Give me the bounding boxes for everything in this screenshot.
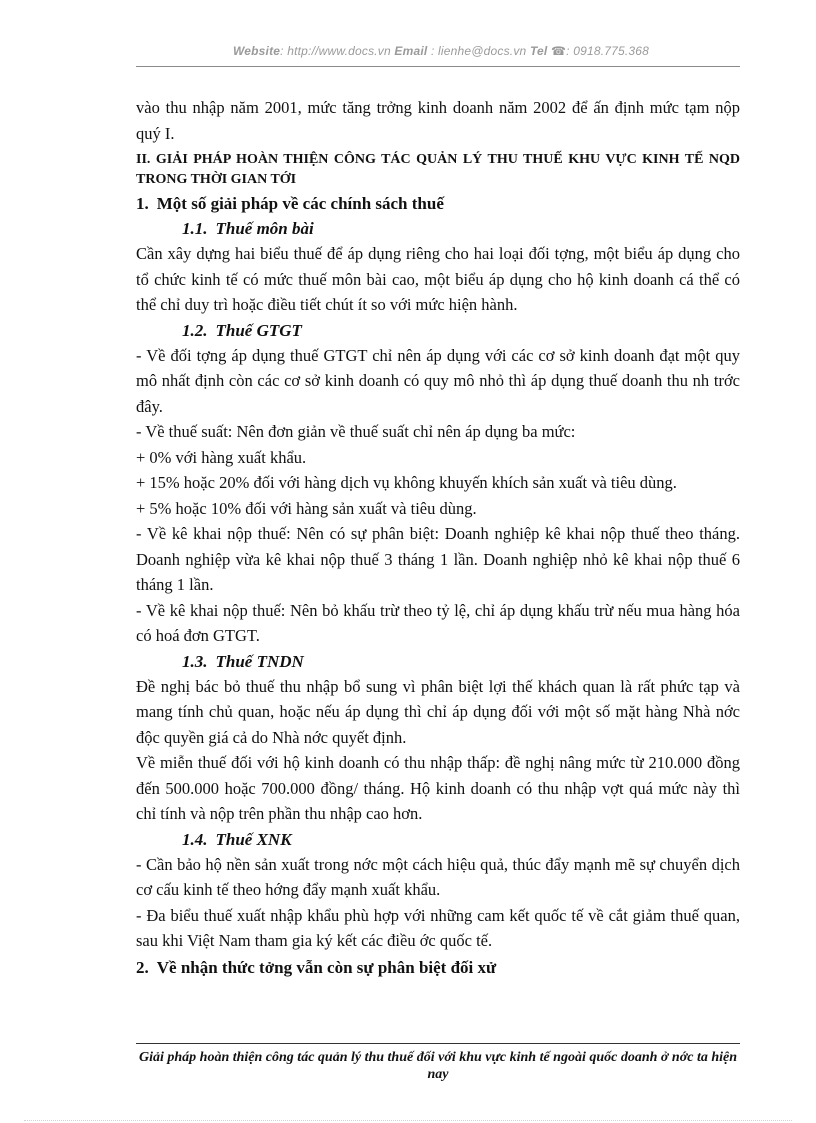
section-heading: II. GIẢI PHÁP HOÀN THIỆN CÔNG TÁC QUẢN LÝ THU THUẾ KHU VỰC KINH TẾ NQD TRONG THỜI GIAN TỚI [136,152,740,187]
subheading-1-2 [136,318,740,343]
website-url[interactable]: : http://www.docs.vn [280,44,395,58]
paragraph-1-2-c: + 0% với hàng xuất khẩu. [136,447,307,467]
subheading-1-4-number: 1.4. [182,829,208,849]
website-label: Website [232,44,281,58]
subheading-1-4 [136,827,740,852]
paragraph-intro: vào thu nhập năm 2001, mức tăng trởng kinh doanh năm 2002 để ấn định mức tạm nộp quý I. [136,98,740,143]
tel-label: Tel [529,44,548,58]
paragraph-1-2-a: - Về đối tợng áp dụng thuế GTGT chỉ nên áp dụng với các cơ sở kinh doanh đạt một quy mô nhất định còn các cơ sở kinh doanh có quy mô nhỏ thì áp dụng thuế doanh thu nh trớc đây. [136,345,740,416]
subheading-1-2-number: 1.2. [182,320,208,340]
page-header [140,44,742,58]
subheading-1-3-number: 1.3. [182,651,208,671]
subheading-1-3-title: Thuế TNDN [215,651,304,671]
paragraph-1-2-f: - Về kê khai nộp thuế: Nên có sự phân biệt: Doanh nghiệp kê khai nộp thuế theo tháng. Doanh nghiệp vừa kê khai nộp thuế 3 tháng 1 lần. Doanh nghiệp nhỏ kê khai nộp thuế 6 tháng 1 lần. [136,524,740,594]
page-footer: Giải pháp hoàn thiện công tác quản lý thu thuế đối với khu vực kinh tế ngoài quốc doanh ở nớc ta hiện nay [138,1050,738,1082]
heading-1-title: Một số giải pháp về các chính sách thuế [156,194,444,213]
paragraph-1-1: Cần xây dựng hai biểu thuế để áp dụng riêng cho hai loại đối tợng, một biểu áp dụng cho tổ chức kinh tế có mức thuế môn bài cao, một biểu áp dụng cho hộ kinh doanh cá thể có thể chỉ duy trì hoặc điều tiết chút ít so với mức hiện hành. [136,244,740,314]
header-divider [136,66,740,67]
paragraph-1-3-b: Về miễn thuế đối với hộ kinh doanh có thu nhập thấp: đề nghị nâng mức từ 210.000 đồng đến 500.000 hoặc 700.000 đồng/ tháng. Hộ kinh doanh có thu nhập vợt quá mức này thì chỉ tính và nộp trên phần thu nhập cao hơn. [136,753,740,823]
heading-1 [136,192,740,216]
email-label: Email [394,44,428,58]
email-address[interactable]: : lienhe@docs.vn [427,44,530,58]
paragraph-1-2-d: + 15% hoặc 20% đối với hàng dịch vụ không khuyến khích sản xuất và tiêu dùng. [136,473,677,492]
subheading-1-2-title: Thuế GTGT [215,320,302,340]
subheading-1-1-number: 1.1. [182,219,208,238]
subheading-1-3 [136,649,740,674]
subheading-1-1-title: Thuế môn bài [215,219,314,238]
tel-number: ☎: 0918.775.368 [547,44,650,58]
paragraph-1-4-b: - Đa biểu thuế xuất nhập khẩu phù hợp với những cam kết quốc tế về cắt giảm thuế quan, sau khi Việt Nam tham gia ký kết các điều ớc quốc tế. [136,905,740,950]
heading-2-number: 2. [136,957,149,977]
subheading-1-4-title: Thuế XNK [215,829,292,849]
heading-2-title: Về nhận thức tởng vẫn còn sự phân biệt đối xử [156,957,497,977]
heading-1-number: 1. [136,194,149,213]
footer-divider [136,1043,740,1044]
paragraph-1-2-b: - Về thuế suất: Nên đơn giản về thuế suất chỉ nên áp dụng ba mức: [136,422,576,441]
heading-2 [136,956,740,980]
paragraph-1-2-g: - Về kê khai nộp thuế: Nên bỏ khấu trừ theo tỷ lệ, chỉ áp dụng khấu trừ nếu mua hàng hóa có hoá đơn GTGT. [136,600,740,645]
document-body [136,95,740,980]
paragraph-1-3-a: Đề nghị bác bỏ thuế thu nhập bổ sung vì phân biệt lợi thế khách quan là rất phức tạp và mang tính chủ quan, hoặc nếu áp dụng thì chỉ áp dụng đối với một số mặt hàng Nhà nớc độc quyền giá cả do Nhà nớc quyết định. [136,676,740,747]
paragraph-1-4-a: - Cần bảo hộ nền sản xuất trong nớc một cách hiệu quả, thúc đẩy mạnh mẽ sự chuyển dịch cơ cấu kinh tế theo hớng đẩy mạnh xuất khẩu. [136,854,740,899]
paragraph-1-2-e: + 5% hoặc 10% đối với hàng sản xuất và tiêu dùng. [136,498,477,518]
subheading-1-1 [136,216,740,241]
page-bottom-dotted-line [24,1120,792,1121]
